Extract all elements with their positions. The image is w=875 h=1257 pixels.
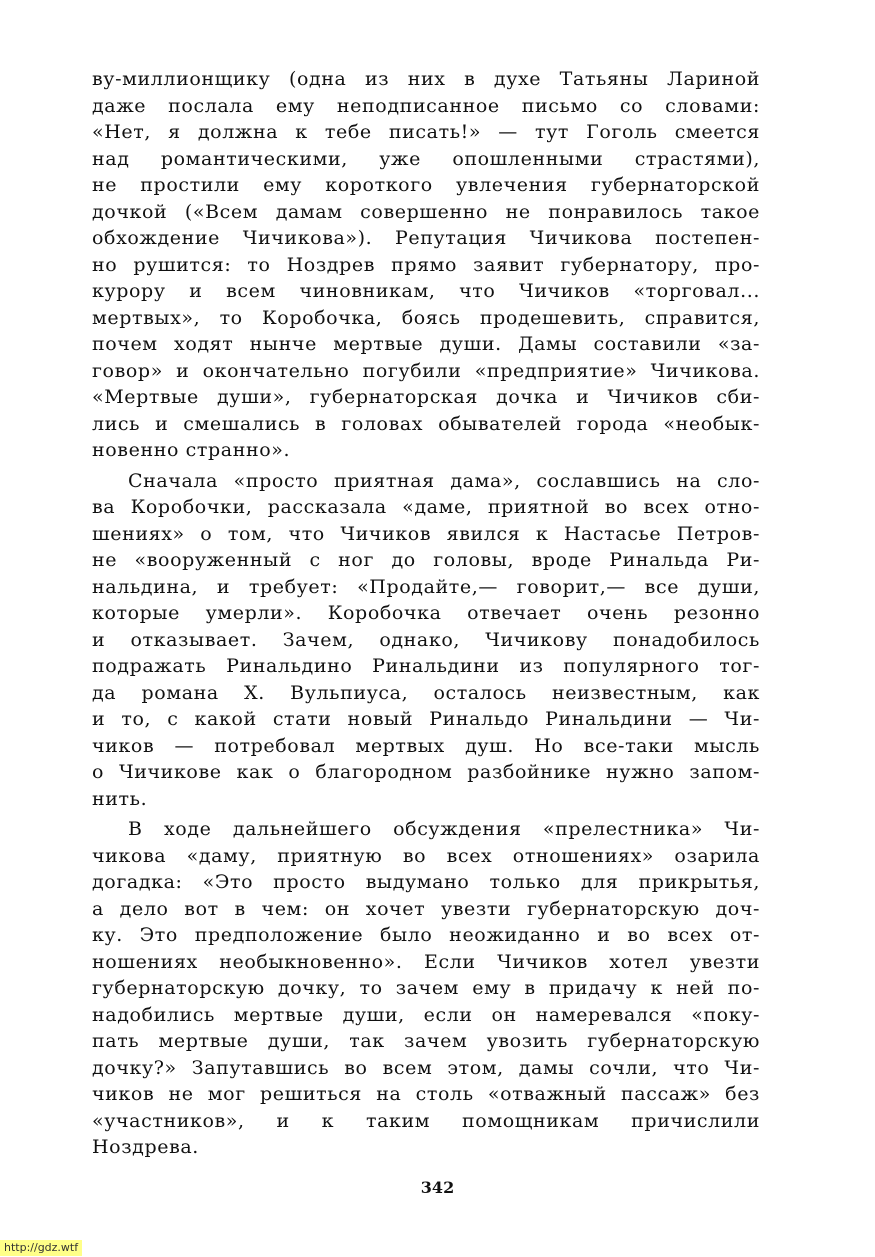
paragraph-3 — [92, 816, 760, 1161]
text-line: о Чичикове как о благородном разбойнике нужно запом- — [92, 761, 760, 783]
paragraph-1 — [92, 66, 760, 464]
text-line: догадка: «Это просто выдумано только для прикрытья, — [92, 871, 760, 893]
text-line: курору и всем чиновникам, что Чичиков «торговал... — [92, 280, 760, 302]
text-line: подражать Ринальдино Ринальдини из популярного тог- — [92, 655, 760, 677]
text-line: ву-миллионщику (одна из них в духе Татьяны Лариной — [92, 68, 760, 90]
text-line: Ноздрева. — [92, 1136, 199, 1158]
text-line: чиков не мог решиться на столь «отважный пассаж» без — [92, 1083, 760, 1105]
page-number: 342 — [420, 1178, 455, 1197]
text-line: и отказывает. Зачем, однако, Чичикову понадобилось — [92, 628, 760, 651]
text-line: а дело вот в чем: он хочет увезти губернаторскую доч- — [92, 897, 760, 920]
text-line: пать мертвые души, так зачем увозить губернаторскую — [92, 1030, 760, 1052]
text-line: которые умерли». Коробочка отвечает очень резонно — [92, 602, 760, 624]
text-line: ношениях необыкновенно». Если Чичиков хотел увезти — [92, 950, 760, 973]
text-line: нить. — [92, 787, 148, 810]
text-line: лись и смешались в головах обывателей города «необык- — [92, 412, 760, 435]
text-line: дочкой («Всем дамам совершенно не понравилось такое — [92, 200, 760, 223]
text-line: губернаторскую дочку, то зачем ему в придачу к ней по- — [92, 977, 760, 999]
text-line: обхождение Чичикова»). Репутация Чичикова постепен- — [92, 227, 760, 249]
text-line: В ходе дальнейшего обсуждения «прелестника» Чи- — [128, 818, 760, 840]
text-line: чикова «даму, приятную во всех отношениях» озарила — [92, 844, 760, 867]
page-text — [92, 66, 760, 1161]
text-line: почем ходят нынче мертвые души. Дамы составили «за- — [92, 333, 760, 355]
text-line: надобились мертвые души, если он намеревался «поку- — [92, 1003, 760, 1026]
paragraph-2 — [92, 468, 760, 813]
text-line: «Мертвые души», губернаторская дочка и Чичиков сби- — [92, 386, 760, 408]
text-line: Сначала «просто приятная дама», сославшись на сло- — [128, 469, 760, 492]
text-line: но рушится: то Ноздрев прямо заявит губернатору, про- — [92, 253, 760, 276]
text-line: даже послала ему неподписанное письмо со словами: — [92, 94, 760, 117]
text-line: ва Коробочки, рассказала «даме, приятной во всех отно- — [92, 496, 760, 518]
watermark-link[interactable]: http://gdz.wtf — [0, 1240, 82, 1256]
text-line: «Нет, я должна к тебе писать!» — тут Гоголь смеется — [92, 121, 760, 143]
text-line: новенно странно». — [92, 439, 291, 461]
text-line: не «вооруженный с ног до головы, вроде Ринальда Ри- — [92, 549, 760, 571]
text-line: чиков — потребовал мертвых душ. Но все-таки мысль — [92, 734, 760, 757]
text-line: говор» и окончательно погубили «предприятие» Чичикова. — [92, 359, 760, 382]
text-line: ку. Это предположение было неожиданно и во всех от- — [92, 924, 760, 946]
text-line: да романа X. Вульпиуса, осталось неизвестным, как — [92, 681, 760, 704]
text-line: не простили ему короткого увлечения губернаторской — [92, 174, 760, 196]
text-line: мертвых», то Коробочка, боясь продешевить, справится, — [92, 306, 760, 329]
text-line: нальдина, и требует: «Продайте,— говорит,— все души, — [92, 575, 760, 598]
text-line: над романтическими, уже опошленными страстями), — [92, 147, 760, 170]
text-line: «участников», и к таким помощникам причислили — [92, 1109, 760, 1132]
text-line: шениях» о том, что Чичиков явился к Настасье Петров- — [92, 522, 760, 545]
text-line: дочку?» Запутавшись во всем этом, дамы сочли, что Чи- — [92, 1056, 760, 1079]
text-line: и то, с какой стати новый Ринальдо Ринальдини — Чи- — [92, 708, 760, 730]
